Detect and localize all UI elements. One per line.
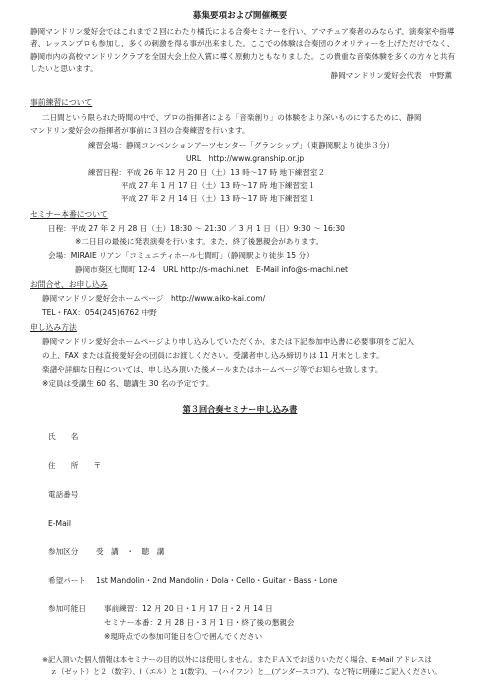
contact-homepage: 静岡マンドリン愛好会ホームページ http://www.aiko-kai.com/ <box>42 294 266 303</box>
pre-text-line: マンドリン愛好会の指揮者が事前に３回の合奏練習を行います。 <box>30 126 250 135</box>
pre-text-line: 二日間という限られた時間の中で、プロの指揮者による「音楽創り」の体験をより深いものにするために、静岡 <box>42 113 422 122</box>
email-label: E-Mail <box>48 519 71 528</box>
pre-url: URL http://www.granship.or.jp <box>186 154 305 163</box>
contact-phone: TEL・FAX：054(245)6762 中野 <box>42 308 157 317</box>
signature: 静岡マンドリン愛好会代表 中野薫 <box>330 71 452 80</box>
address-label: 住 所 〒 <box>48 461 102 470</box>
days-note: ※現時点での参加可能日を〇で囲んでください <box>104 632 263 641</box>
page-title: 募集要項および開催概要 <box>192 11 288 21</box>
apply-capacity-note: ※定員は受講生 60 名、聴講生 30 名の予定です。 <box>42 379 214 388</box>
days-main-options[interactable]: セミナー本番：2 月 28 日・3 月 1 日・終了後の懇親会 <box>104 618 295 627</box>
apply-text-line: の上、FAX または直接愛好会の団員にお渡しください。受講者申し込み締切りは 11 月末とします。 <box>42 351 384 360</box>
section-heading-apply: 申し込み方法 <box>30 323 77 332</box>
part-label: 希望パート <box>48 576 86 585</box>
seminar-venue: 会場：MIRAIE リアン「コミュニティホール七間町」（静岡駅より徒歩 15 分） <box>48 251 314 260</box>
intro-paragraph: 静岡マンドリン愛好会ではこれまで２回にわたり橘氏による合奏セミナーを行い、アマチュア奏者のみならず、演奏家や指導者、レッスンプロも参加し、多くの刺激を得る事が出来ました。ここでの体験は合奏団のクオリティーを上げただけでなく、静岡市内の高校マンドリンクラブを全国大会上位入賞に導く原動力ともなりました。この貴重な音楽体験を多くの方々と共有したいと思います。 <box>30 27 456 73</box>
pre-schedule: 平成 27 年 1 月 17 日（土）13 時〜17 時 地下練習室１ <box>121 181 316 190</box>
pre-venue: 練習会場：静岡コンベンションアーツセンター「グランシップ」（東静岡駅より徒歩３分） <box>88 141 395 150</box>
apply-text-line: 楽譜や詳細な日程については、申し込み頂いた後メールまたはホームページ等でお知らせ致します。 <box>42 365 383 374</box>
pre-schedule: 練習日程：平成 26 年 12 月 20 日（土）13 時〜17 時 地下練習室２ <box>88 168 326 177</box>
seminar-date: 日程：平成 27 年 2 月 28 日（土）18:30 〜 21:30 ／ 3 月 1 日（日）9:30 〜 16:30 <box>48 224 346 233</box>
category-label: 参加区分 <box>48 547 79 556</box>
section-heading-seminar: セミナー本番について <box>30 210 108 219</box>
form-title: 第３回合奏セミナー申し込み書 <box>182 404 298 414</box>
section-heading-contact: お問合せ、お申し込み <box>30 280 108 289</box>
pre-schedule: 平成 27 年 2 月 14 日（土）13 時〜17 時 地下練習室１ <box>121 194 316 203</box>
category-options[interactable]: 受 講 ・ 聴 講 <box>96 547 165 556</box>
phone-label: 電話番号 <box>48 490 79 499</box>
apply-text-line: 静岡マンドリン愛好会ホームページより申し込みしていただくか、または下記参加申込書に必要事項をご記入 <box>42 337 414 346</box>
privacy-note-line: ｚ（ゼット）と２（数字）、l（エル）と 1(数字)、－(ハイフン）と＿(アンダースコア)、など特に明確にご記入ください。 <box>50 667 442 676</box>
part-options[interactable]: 1st Mandolin・2nd Mandolin・Dola・Cello・Guitar・Bass・Lone <box>96 576 338 585</box>
privacy-note-line: ※記入頂いた個人情報は本セミナーの目的以外には使用しません。またＦＡＸでお送りいただく場合、E-Mail アドレスは <box>42 655 432 664</box>
seminar-note: ※二日目の最後に発表演奏を行います。また、終了後懇親会があります。 <box>75 237 324 246</box>
seminar-address: 静岡市葵区七間町 12-4 URL http://s-machi.net E-Mail info@s-machi.net <box>75 265 348 274</box>
days-label: 参加可能日 <box>48 604 86 613</box>
days-pre-options[interactable]: 事前練習：12 月 20 日・1 月 17 日・2 月 14 日 <box>104 604 273 613</box>
section-heading-pre: 事前練習について <box>30 98 93 107</box>
name-label: 氏 名 <box>48 432 79 441</box>
